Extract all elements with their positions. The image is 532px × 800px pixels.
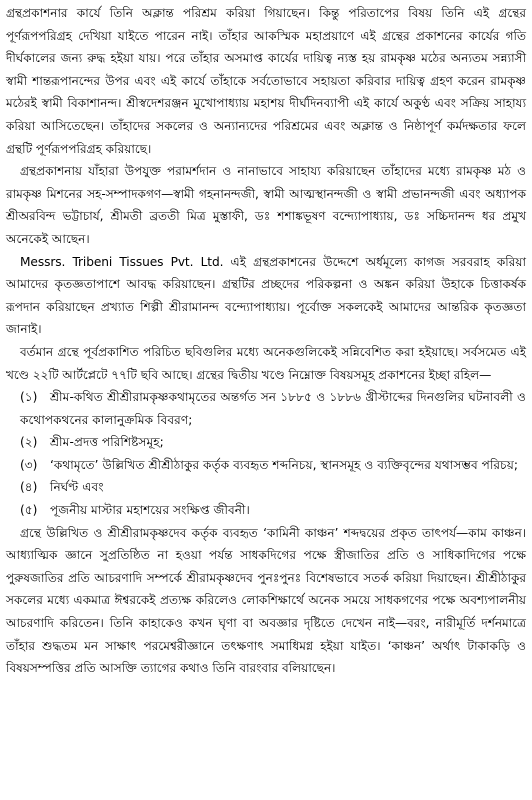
list-item — [6, 476, 526, 499]
list-item — [6, 431, 526, 454]
paragraph-kamini-kanchan: গ্রন্থে উল্লিখিত ও শ্রীশ্রীরামকৃষ্ণদেব কর্তৃক ব্যবহৃত ‘কামিনী কাঞ্চন’ শব্দদ্বয়ের প্রকৃত তাৎপর্য—কাম কাঞ্চন। আধ্যাত্মিক জ্ঞানে সুপ্রতিষ্ঠিত না হওয়া পর্যন্ত সাধকদিগের পক্ষে স্ত্রীজাতির প্রতি ও সাধিকাদিগের পক্ষে পুরুষজাতির প্রতি আচরণাদি সম্পর্কে শ্রীরামকৃষ্ণদেব পুনঃপুনঃ বিশেষভাবে সতর্ক করিয়া দিয়াছেন। শ্রীশ্রীঠাকুর সকলের মধ্যে একমাত্র ঈশ্বরকেই প্রত্যক্ষ করিলেও লোকশিক্ষার্থে অনেক সময়ে সাধকগণের পক্ষে অবশ্যপালনীয় আচরণাদি করিতেন। তিনি কাহাকেও কখন ঘৃণা বা অবজ্ঞার দৃষ্টিতে দেখেন নাই—বরং, নারীমূর্তি দর্শনমাত্রে তাঁহার শুদ্ধতম মন সাক্ষাৎ পরমেশ্বরীজ্ঞানে তৎক্ষণাৎ সমাধিমগ্ন হইয়া যাইত। ‘কাঞ্চন’ অর্থাৎ টাকাকড়ি ও বিষয়সম্পত্তির প্রতি আসক্তি ত্যাগের কথাও তিনি বারংবার বলিয়াছেন। — [6, 525, 526, 676]
list-item-text: পূজনীয় মাস্টার মহাশয়ের সংক্ষিপ্ত জীবনী। — [50, 503, 250, 518]
list-item-number: (৫) — [20, 503, 38, 518]
list-item-number: (৪) — [20, 480, 38, 495]
list-item-text: শ্রীম-প্রদত্ত পরিশিষ্টসমূহ; — [50, 435, 164, 450]
list-item-text: ‘কথামৃতে’ উল্লিখিত শ্রীশ্রীঠাকুর কর্তৃক ব্যবহৃত শব্দনিচয়, স্থানসমূহ ও ব্যক্তিবৃন্দের যথাসম্ভব পরিচয়; — [50, 457, 519, 472]
paragraph-advisors: গ্রন্থপ্রকাশনায় যাঁহারা উপযুক্ত পরামর্শদান ও নানাভাবে সাহায্য করিয়াছেন তাঁহাদের মধ্যে রামকৃষ্ণ মঠ ও রামকৃষ্ণ মিশনের সহ-সম্পাদকগণ—স্বামী গহনানন্দজী, স্বামী আত্মস্থানন্দজী ও স্বামী প্রভানন্দজী এবং অধ্যাপক শ্রীঅরবিন্দ ভট্টাচার্য, শ্রীমতী ব্রততী মিত্র মুস্তাফী, ডঃ শশাঙ্কভূষণ বন্দ্যোপাধ্যায়, ডঃ সচ্চিদানন্দ ধর প্রমুখ অনেকেই আছেন। — [6, 164, 526, 246]
list-item-number: (৩) — [20, 457, 38, 472]
planned-contents-list — [6, 386, 526, 522]
list-item-text: নির্ঘণ্ট এবং — [50, 480, 104, 495]
paragraph-publication-effort: গ্রন্থপ্রকাশনার কার্যে তিনি অক্লান্ত পরিশ্রম করিয়া গিয়াছেন। কিন্তু পরিতাপের বিষয় তিনি এই গ্রন্থের পূর্ণরূপপরিগ্রহ দেখিয়া যাইতে পারেন নাই। তাঁহার আকস্মিক মহাপ্রয়াণে এই গ্রন্থের প্রকাশনের কার্যের গতি দীর্ঘকালের জন্য রুদ্ধ হইয়া যায়। পরে তাঁহার অসমাপ্ত কার্যের দায়িত্ব ন্যস্ত হয় রামকৃষ্ণ মঠের অন্যতম সন্ন্যাসী স্বামী শান্তরূপানন্দের উপর এবং এই কার্যে তাঁহাকে সর্বতোভাবে সহায়তা করিবার দায়িত্ব গ্রহণ করেন রামকৃষ্ণ মঠেরই স্বামী বিকাশানন্দ। শ্রীস্বদেশরঞ্জন মুখোপাধ্যায় মহাশয় দীর্ঘদিনব্যাপী এই কার্যে অকুণ্ঠ এবং সক্রিয় সাহায্য করিয়া আসিতেছেন। তাঁহাদের সকলের ও অন্যান্যদের পরিশ্রমের এবং অক্লান্ত ও নিষ্ঠাপূর্ণ কর্মদক্ষতার ফলে গ্রন্থটি পূর্ণরূপপরিগ্রহ করিয়াছে। — [6, 6, 526, 156]
list-item-text: শ্রীম-কথিত শ্রীশ্রীরামকৃষ্ণকথামৃতের অন্তর্গত সন ১৮৮৫ ও ১৮৮৬ খ্রীস্টাব্দের দিনগুলির ঘটনাবলী ও কথোপকথনের কালানুক্রমিক বিবরণ; — [20, 390, 526, 427]
list-item-number: (২) — [20, 435, 38, 450]
list-item — [6, 386, 526, 431]
list-item — [6, 499, 526, 522]
list-item — [6, 454, 526, 477]
list-item-number: (১) — [20, 390, 38, 405]
paragraph-pictures: বর্তমান গ্রন্থে পূর্বপ্রকাশিত পরিচিত ছবিগুলির মধ্যে অনেকগুলিকেই সন্নিবেশিত করা হইয়াছে। সর্বসমেত এই খণ্ডে ২২টি আর্টপ্লেটে ৭৭টি ছবি আছে। গ্রন্থের দ্বিতীয় খণ্ডে নিম্নোক্ত বিষয়সমূহ প্রকাশনের ইচ্ছা রহিল— — [6, 344, 526, 382]
paragraph-acknowledgement-paper: Messrs. Tribeni Tissues Pvt. Ltd. এই গ্রন্থপ্রকাশনের উদ্দেশে অর্ধমূল্যে কাগজ সরবরাহ করিয়া আমাদের কৃতজ্ঞতাপাশে আবদ্ধ করিয়াছেন। গ্রন্থটির প্রচ্ছদের পরিকল্পনা ও অঙ্কন করিয়া উহাকে চিত্তাকর্ষক রূপদান করিয়াছেন প্রখ্যাত শিল্পী শ্রীরামানন্দ বন্দ্যোপাধ্যায়। পূর্বোক্ত সকলকেই আমাদের আন্তরিক কৃতজ্ঞতা জানাই। — [6, 254, 526, 337]
